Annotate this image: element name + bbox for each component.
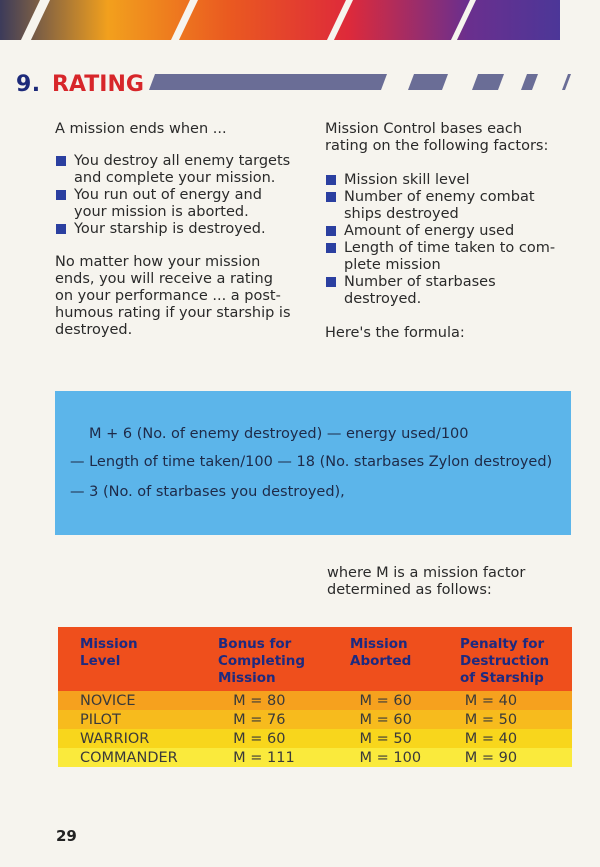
heading-decorative-bars <box>0 68 600 98</box>
list-item-line: Your starship is destroyed. <box>74 221 266 237</box>
table-cell: M = 90 <box>464 749 518 766</box>
header-line: Mission <box>350 636 408 652</box>
left-column <box>55 121 305 339</box>
list-item-line: Length of time taken to com- <box>344 240 556 256</box>
list-item-line: plete mission <box>344 257 441 273</box>
left-intro: A mission ends when ... <box>55 121 227 137</box>
list-item-line: Number of enemy combat <box>344 189 535 205</box>
header-mission-level <box>58 636 218 691</box>
intro-line: Mission Control bases each <box>325 121 523 137</box>
header-line: Completing <box>218 653 306 669</box>
section-title: RATING <box>52 72 144 97</box>
header-line: Aborted <box>350 653 412 669</box>
header-line: of Starship <box>460 670 544 686</box>
bullet-square-icon <box>56 156 66 166</box>
list-item-line: Amount of energy used <box>344 223 515 239</box>
table-cell: M = 60 <box>233 730 286 747</box>
list-item-line: Number of starbases <box>344 274 496 290</box>
list-item-line: and complete your mission. <box>74 170 276 186</box>
intro-line: rating on the following factors: <box>325 138 549 154</box>
header-line: Bonus for <box>218 636 292 652</box>
formula-line-2: — Length of time taken/100 — 18 (No. starbases Zylon destroyed) <box>70 454 553 470</box>
list-item <box>325 223 570 240</box>
header-bonus-completing <box>218 636 350 691</box>
list-item-line: ships destroyed <box>344 206 459 222</box>
table-cell: M = 76 <box>233 711 286 728</box>
table-cell: M = 80 <box>233 692 286 709</box>
list-item <box>325 274 570 308</box>
table-header-row <box>58 627 572 691</box>
note-line: determined as follows: <box>327 582 492 598</box>
bullet-square-icon <box>326 175 336 185</box>
table-cell: M = 50 <box>464 711 518 728</box>
header-line: Mission <box>218 670 276 686</box>
table-row-pilot <box>58 710 572 729</box>
rating-factors-list <box>325 172 570 308</box>
table-cell: M = 100 <box>359 749 422 766</box>
header-mission-aborted <box>350 636 460 691</box>
list-item-line: destroyed. <box>344 291 422 307</box>
table-cell: COMMANDER <box>80 749 178 766</box>
paragraph-line: No matter how your mission <box>55 254 261 270</box>
header-line: Destruction <box>460 653 550 669</box>
list-item <box>325 240 570 274</box>
note-line: where M is a mission factor <box>327 565 526 581</box>
list-item-line: You run out of energy and <box>74 187 262 203</box>
mission-end-list <box>55 153 305 238</box>
table-row-novice <box>58 691 572 710</box>
paragraph-line: humous rating if your starship is <box>55 305 291 321</box>
formula-line-3: — 3 (No. of starbases you destroyed), <box>70 484 345 500</box>
right-column <box>325 121 570 342</box>
list-item <box>325 189 570 223</box>
bullet-square-icon <box>326 226 336 236</box>
header-line: Penalty for <box>460 636 545 652</box>
header-penalty-destruction <box>460 636 572 691</box>
list-item <box>55 187 305 221</box>
table-cell: NOVICE <box>80 692 136 709</box>
list-item-line: You destroy all enemy targets <box>74 153 291 169</box>
bullet-square-icon <box>326 192 336 202</box>
formula-intro: Here's the formula: <box>325 325 465 341</box>
paragraph-line: destroyed. <box>55 322 133 338</box>
table-row-commander <box>58 748 572 767</box>
header-line: Level <box>80 653 121 669</box>
list-item <box>55 153 305 187</box>
table-cell: WARRIOR <box>80 730 150 747</box>
list-item-line: your mission is aborted. <box>74 204 249 220</box>
table-cell: M = 40 <box>464 692 518 709</box>
header-line: Mission <box>80 636 138 652</box>
table-cell: M = 60 <box>359 692 412 709</box>
paragraph-line: on your performance ... a post- <box>55 288 281 304</box>
top-decorative-stripes <box>0 0 600 44</box>
table-cell: M = 50 <box>359 730 412 747</box>
rating-paragraph <box>55 254 305 339</box>
list-item-line: Mission skill level <box>344 172 470 188</box>
table-row-warrior <box>58 729 572 748</box>
right-intro <box>325 121 570 155</box>
paragraph-line: ends, you will receive a rating <box>55 271 273 287</box>
list-item <box>325 172 570 189</box>
formula-box <box>55 391 571 535</box>
table-cell: M = 111 <box>233 749 295 766</box>
section-number: 9. <box>16 72 41 97</box>
table-cell: PILOT <box>80 711 121 728</box>
bullet-square-icon <box>326 277 336 287</box>
mission-factor-note <box>327 565 567 599</box>
mission-factor-table <box>58 627 572 767</box>
page-number: 29 <box>56 827 77 845</box>
formula-line-1: M + 6 (No. of enemy destroyed) — energy used/100 <box>89 426 469 442</box>
bullet-square-icon <box>56 224 66 234</box>
table-cell: M = 40 <box>464 730 518 747</box>
table-cell: M = 60 <box>359 711 412 728</box>
bullet-square-icon <box>326 243 336 253</box>
list-item <box>55 221 305 238</box>
bullet-square-icon <box>56 190 66 200</box>
